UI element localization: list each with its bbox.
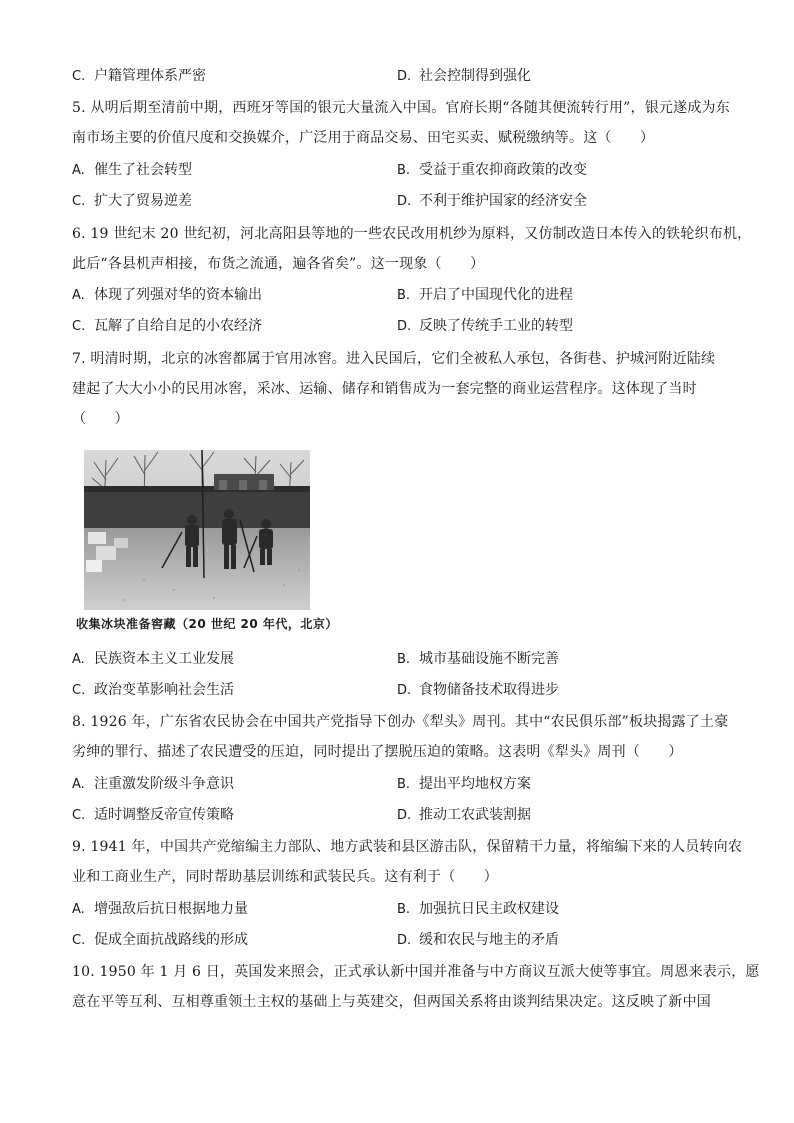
q5-option-d[interactable]: D. 不利于维护国家的经济安全: [397, 193, 587, 209]
q8-options-row-2: [72, 805, 732, 825]
q6-options-row-1: [72, 285, 732, 305]
q5-option-b[interactable]: B. 受益于重农抑商政策的改变: [397, 162, 587, 178]
q8-option-b[interactable]: B. 提出平均地权方案: [397, 776, 531, 792]
q7-stem-line-2: 建起了大大小小的民用冰窖，采冰、运输、储存和销售成为一套完整的商业运营程序。这体现了当时: [72, 381, 697, 397]
q4-options-row-2: [72, 66, 732, 86]
q6-option-c[interactable]: C. 瓦解了自给自足的小农经济: [72, 318, 262, 334]
q9-options-row-2: [72, 930, 732, 950]
q7-stem-line-1: 7. 明清时期，北京的冰窖都属于官用冰窖。进入民国后，它们全被私人承包，各街巷、护城河附近陆续: [72, 351, 716, 367]
q5-options-row-2: [72, 191, 732, 211]
q9-options-row-1: [72, 899, 732, 919]
q5-options-row-1: [72, 160, 732, 180]
q6-option-b[interactable]: B. 开启了中国现代化的进程: [397, 287, 573, 303]
q6-options-row-2: [72, 316, 732, 336]
q9-option-b[interactable]: B. 加强抗日民主政权建设: [397, 901, 559, 917]
q10-stem-line-2: 意在平等互利、互相尊重领土主权的基础上与英建交，但两国关系将由谈判结果决定。这反映了新中国: [72, 994, 711, 1010]
q5-option-c[interactable]: C. 扩大了贸易逆差: [72, 193, 192, 209]
q5-option-a[interactable]: A. 催生了社会转型: [72, 162, 192, 178]
q8-stem-line-1: 8. 1926 年，广东省农民协会在中国共产党指导下创办《犁头》周刊。其中“农民俱乐部”板块揭露了土豪: [72, 714, 729, 730]
ice-harvest-photo: [84, 450, 310, 610]
q7-options-row-2: [72, 680, 732, 700]
q8-stem-line-2: 劣绅的罪行、描述了农民遭受的压迫，同时提出了摆脱压迫的策略。这表明《犁头》周刊（ ）: [72, 744, 683, 760]
q7-option-c[interactable]: C. 政治变革影响社会生活: [72, 682, 234, 698]
q8-option-a[interactable]: A. 注重激发阶级斗争意识: [72, 776, 234, 792]
q9-option-d[interactable]: D. 缓和农民与地主的矛盾: [397, 932, 559, 948]
q6-option-d[interactable]: D. 反映了传统手工业的转型: [397, 318, 573, 334]
q6-option-a[interactable]: A. 体现了列强对华的资本输出: [72, 287, 262, 303]
q6-stem-line-1: 6. 19 世纪末 20 世纪初，河北高阳县等地的一些农民改用机纱为原料，又仿制改造日本传入的铁轮织布机，: [72, 226, 752, 242]
q7-option-a[interactable]: A. 民族资本主义工业发展: [72, 651, 234, 667]
q9-option-a[interactable]: A. 增强敌后抗日根据地力量: [72, 901, 248, 917]
q4-option-d[interactable]: D. 社会控制得到强化: [397, 68, 531, 84]
q7-option-b[interactable]: B. 城市基础设施不断完善: [397, 651, 559, 667]
q9-stem-line-1: 9. 1941 年，中国共产党缩编主力部队、地方武装和县区游击队，保留精干力量，将缩编下来的人员转向农: [72, 839, 743, 855]
q6-stem-line-2: 此后“各县机声相接，布货之流通，遍各省矣”。这一现象（ ）: [72, 256, 485, 272]
q10-stem-line-1: 10. 1950 年 1 月 6 日，英国发来照会，正式承认新中国并准备与中方商议互派大使等事宜。周恩来表示，愿: [72, 964, 760, 980]
q5-stem-line-1: 5. 从明后期至清前中期，西班牙等国的银元大量流入中国。官府长期“各随其便流转行用”，银元遂成为东: [72, 100, 730, 116]
q7-option-d[interactable]: D. 食物储备技术取得进步: [397, 682, 559, 698]
q7-stem-line-3: （ ）: [72, 411, 129, 427]
q9-stem-line-2: 业和工商业生产，同时帮助基层训练和武装民兵。这有利于（ ）: [72, 869, 498, 885]
q9-option-c[interactable]: C. 促成全面抗战路线的形成: [72, 932, 248, 948]
q8-option-c[interactable]: C. 适时调整反帝宣传策略: [72, 807, 234, 823]
q5-stem-line-2: 南市场主要的价值尺度和交换媒介，广泛用于商品交易、田宅买卖、赋税缴纳等。这（ ）: [72, 130, 655, 146]
photo-caption: 收集冰块准备窖藏（20 世纪 20 年代，北京）: [76, 617, 338, 631]
q8-options-row-1: [72, 774, 732, 794]
q4-option-c[interactable]: C. 户籍管理体系严密: [72, 68, 206, 84]
q7-options-row-1: [72, 649, 732, 669]
q8-option-d[interactable]: D. 推动工农武装割据: [397, 807, 531, 823]
